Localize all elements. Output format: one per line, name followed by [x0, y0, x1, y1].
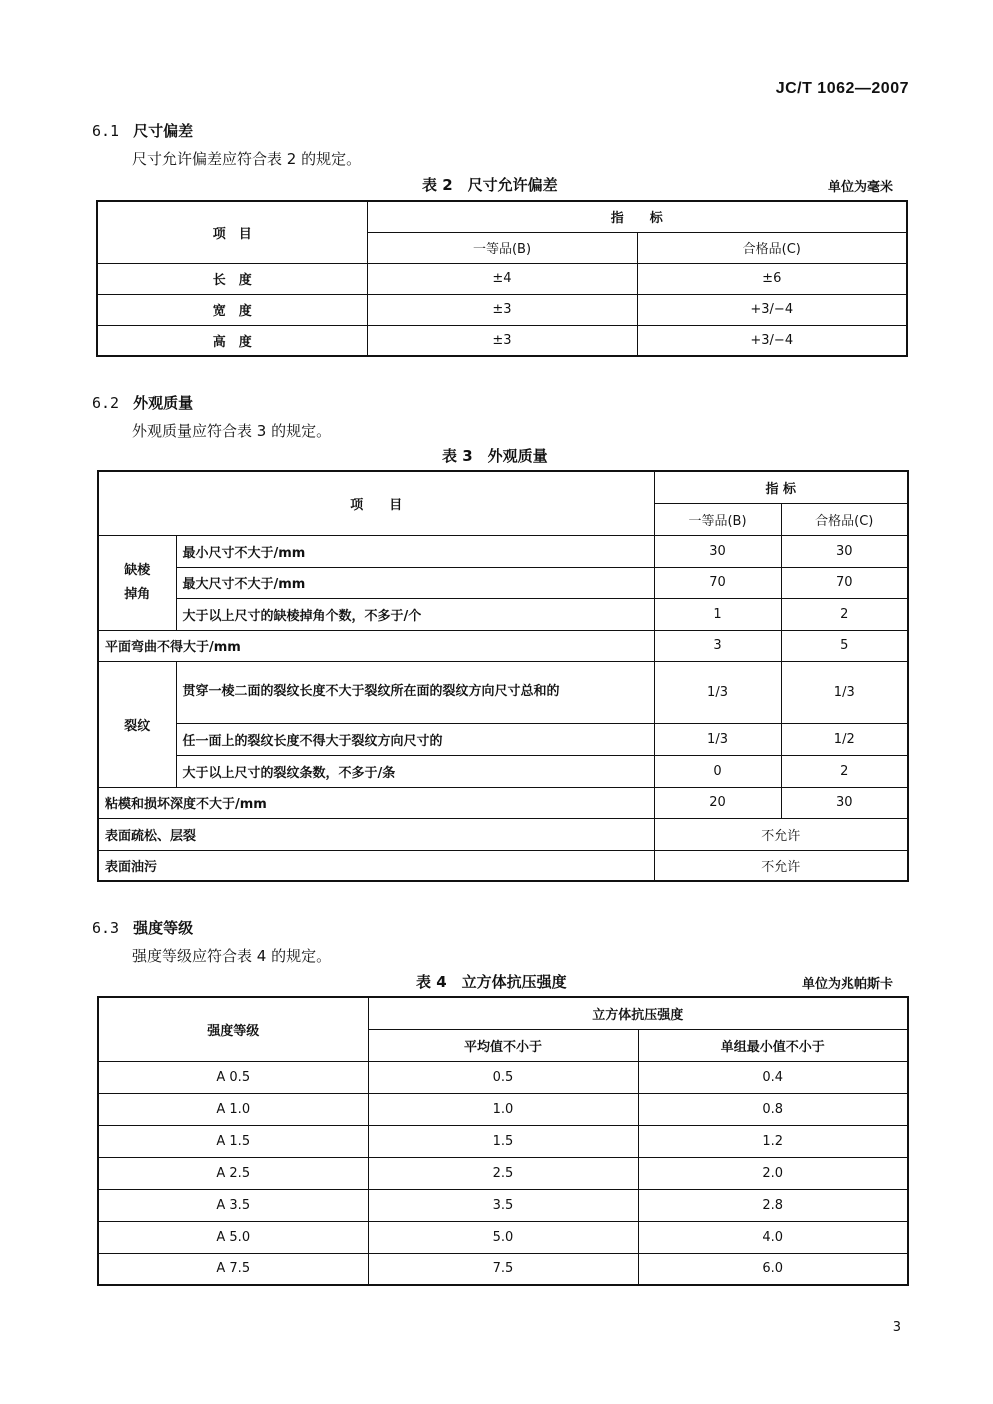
section-6-3-text: 强度等级应符合表 4 的规定。	[132, 947, 332, 965]
table-3-group-crack: 裂纹	[98, 661, 176, 787]
table-row: A 5.0 5.0 4.0	[98, 1221, 908, 1253]
table-4-header-grade: 强度等级	[98, 997, 368, 1061]
section-6-3-heading	[92, 917, 193, 938]
section-title: 强度等级	[133, 919, 194, 937]
table-2-header-item: 项 目	[97, 201, 367, 263]
table-3-group-missing-edge: 缺棱 掉角	[98, 535, 176, 630]
table-2-header-b: 一等品(B)	[367, 232, 637, 263]
table-3	[97, 470, 909, 882]
table-2-header-c: 合格品(C)	[637, 232, 907, 263]
section-number: 6.3	[92, 919, 120, 937]
table-3-caption: 表 3 外观质量	[442, 447, 548, 465]
table-row: 任一面上的裂纹长度不得大于裂纹方向尺寸的 1/3 1/2	[98, 723, 908, 755]
table-4-caption: 表 4 立方体抗压强度	[416, 973, 567, 991]
table-row: 缺棱 掉角 最小尺寸不大于/mm 30 30	[98, 535, 908, 567]
table-2-caption: 表 2 尺寸允许偏差	[422, 176, 558, 194]
table-row: 宽 度 ±3 +3/−4	[97, 294, 907, 325]
section-title: 尺寸偏差	[133, 122, 194, 140]
table-row: A 1.0 1.0 0.8	[98, 1093, 908, 1125]
table-4-header-strength: 立方体抗压强度	[368, 997, 908, 1029]
table-3-header-c: 合格品(C)	[781, 503, 908, 535]
table-4-unit: 单位为兆帕斯卡	[801, 977, 893, 992]
table-row: 表面疏松、层裂 不允许	[98, 818, 908, 850]
table-3-header-b: 一等品(B)	[654, 503, 781, 535]
table-row: A 0.5 0.5 0.4	[98, 1061, 908, 1093]
section-number: 6.2	[92, 394, 120, 412]
table-row: 裂纹 贯穿一棱二面的裂纹长度不大于裂纹所在面的裂纹方向尺寸总和的 1/3 1/3	[98, 661, 908, 723]
table-4-header-min: 单组最小值不小于	[638, 1029, 908, 1061]
section-title: 外观质量	[133, 394, 194, 412]
table-4	[97, 996, 909, 1286]
section-number: 6.1	[92, 122, 120, 140]
table-row: 高 度 ±3 +3/−4	[97, 325, 907, 356]
table-row: 平面弯曲不得大于/mm 3 5	[98, 630, 908, 661]
table-3-header-index: 指 标	[654, 471, 908, 503]
section-6-2-heading	[92, 392, 193, 413]
table-row: A 7.5 7.5 6.0	[98, 1253, 908, 1285]
table-row: 表面油污 不允许	[98, 850, 908, 881]
table-2-header-index: 指 标	[367, 201, 907, 232]
table-4-header-avg: 平均值不小于	[368, 1029, 638, 1061]
table-row: 大于以上尺寸的缺棱掉角个数，不多于/个 1 2	[98, 598, 908, 630]
section-6-2-text: 外观质量应符合表 3 的规定。	[132, 422, 332, 440]
document-code: JC/T 1062—2007	[775, 80, 909, 97]
table-row: A 1.5 1.5 1.2	[98, 1125, 908, 1157]
table-2-unit: 单位为毫米	[827, 180, 893, 195]
table-row: 长 度 ±4 ±6	[97, 263, 907, 294]
table-row: 大于以上尺寸的裂纹条数，不多于/条 0 2	[98, 755, 908, 787]
section-6-1-text: 尺寸允许偏差应符合表 2 的规定。	[132, 150, 362, 168]
page-number: 3	[892, 1320, 901, 1335]
section-6-1-heading	[92, 120, 193, 141]
table-3-header-item: 项 目	[98, 471, 654, 535]
table-row: A 2.5 2.5 2.0	[98, 1157, 908, 1189]
table-2	[96, 200, 908, 357]
table-row: A 3.5 3.5 2.8	[98, 1189, 908, 1221]
table-row: 粘模和损坏深度不大于/mm 20 30	[98, 787, 908, 818]
table-row: 最大尺寸不大于/mm 70 70	[98, 567, 908, 598]
